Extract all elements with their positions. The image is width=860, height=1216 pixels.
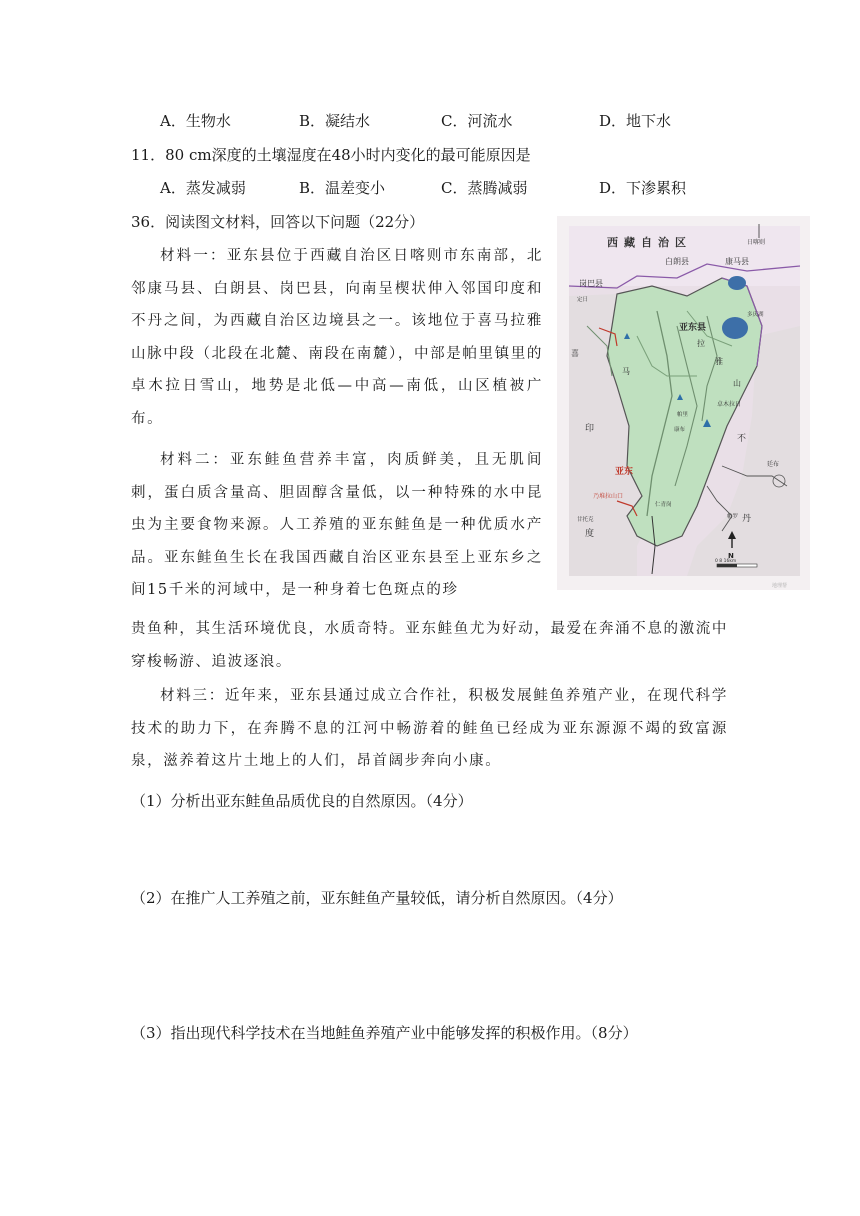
q11-option-a: A．蒸发减弱 — [160, 179, 246, 197]
label-yin: 印 — [585, 424, 595, 434]
watermark: 地理帮 — [772, 583, 788, 589]
label-ma: 马 — [622, 367, 630, 376]
q36-title: 36．阅读图文材料，回答以下问题（22分） — [131, 213, 425, 231]
material-2-part-b: 贵鱼种，其生活环境优良，水质奇特。亚东鲑鱼尤为好动，最爱在奔涌不息的激流中穿梭畅游、追波逐浪。 — [131, 621, 728, 670]
label-yadong: 亚东 — [615, 467, 634, 477]
label-rikaze: 日喀则 — [747, 239, 766, 246]
label-kangma: 康马县 — [725, 257, 749, 266]
q11-option-c: C．蒸腾减弱 — [441, 179, 528, 197]
question-1: （1）分析出亚东鲑鱼品质优良的自然原因。（4分） — [131, 792, 473, 810]
lake — [722, 317, 748, 339]
label-bailang: 白朗县 — [665, 257, 689, 266]
label-tingbu: 廷布 — [767, 461, 780, 468]
material-3: 材料三：近年来，亚东县通过成立合作社，积极发展鲑鱼养殖产业，在现代科学技术的助力下，在奔腾不息的江河中畅游着的鲑鱼已经成为亚东源源不竭的致富源泉，滋养着这片土地上的人们，昂首阔步奔向小康。 — [131, 688, 728, 769]
question-2: （2）在推广人工养殖之前，亚东鲑鱼产量较低，请分析自然原因。（4分） — [131, 889, 623, 907]
label-nathula: 乃堆拉山口 — [593, 493, 624, 500]
label-yadong-county: 亚东县 — [679, 323, 707, 333]
label-du: 度 — [585, 529, 595, 539]
north-label: N — [728, 552, 734, 560]
material-2-part-a: 材料二：亚东鲑鱼营养丰富，肉质鲜美，且无肌间刺，蛋白质含量高、胆固醇含量低，以一种特殊的水中昆虫为主要食物来源。人工养殖的亚东鲑鱼是一种优质水产品。亚东鲑鱼生长在我国西藏自治区亚东县至上亚东乡之间15千米的河域中，是一种身着七色斑点的珍 — [131, 452, 543, 598]
label-shan: 山 — [733, 379, 741, 388]
q10-option-a: A．生物水 — [160, 112, 231, 130]
material-1: 材料一：亚东县位于西藏自治区日喀则市东南部，北邻康马县、白朗县、岗巴县，向南呈楔状伸入邻国印度和不丹之间，为西藏自治区边境县之一。该地位于喜马拉雅山脉中段（北段在北麓、南段在南麓），中部是帕里镇里的卓木拉日雪山，地势是北低—中高—南低，山区植被广布。 — [131, 248, 543, 427]
map-region-title: 西藏自治区 — [607, 236, 692, 249]
q10-option-d: D．地下水 — [599, 112, 672, 130]
label-kangbu: 康布 — [674, 427, 686, 433]
label-pali: 帕里 — [677, 412, 689, 418]
label-duoqing: 多庆湖 — [747, 312, 764, 318]
label-gangba: 岗巴县 — [579, 279, 603, 288]
label-xiangtuo: 帕罗 — [727, 514, 739, 520]
q11-option-b: B．温差变小 — [299, 179, 386, 197]
label-la: 拉 — [697, 339, 705, 348]
duoqing-lake — [728, 276, 746, 290]
q11-stem: 11．80 cm深度的土壤湿度在48小时内变化的最可能原因是 — [131, 146, 531, 164]
label-xi: 喜 — [571, 349, 579, 358]
q10-option-c: C．河流水 — [441, 112, 513, 130]
label-bu: 不 — [737, 434, 747, 444]
label-renqing: 仁青岗 — [655, 502, 672, 508]
q10-option-b: B．凝结水 — [299, 112, 371, 130]
label-dingjie: 定日 — [577, 297, 589, 303]
label-ya: 雅 — [715, 357, 723, 366]
yadong-map — [557, 216, 810, 590]
q11-option-d: D．下渗累积 — [599, 179, 687, 197]
label-dan: 丹 — [742, 514, 752, 524]
question-3: （3）指出现代科学技术在当地鲑鱼养殖产业中能够发挥的积极作用。（8分） — [131, 1024, 638, 1042]
label-zhuomulari: 卓木拉日 — [717, 401, 742, 408]
label-gangtuo: 甘托克 — [577, 517, 594, 523]
scale-label: 0 8 16km — [715, 559, 737, 564]
